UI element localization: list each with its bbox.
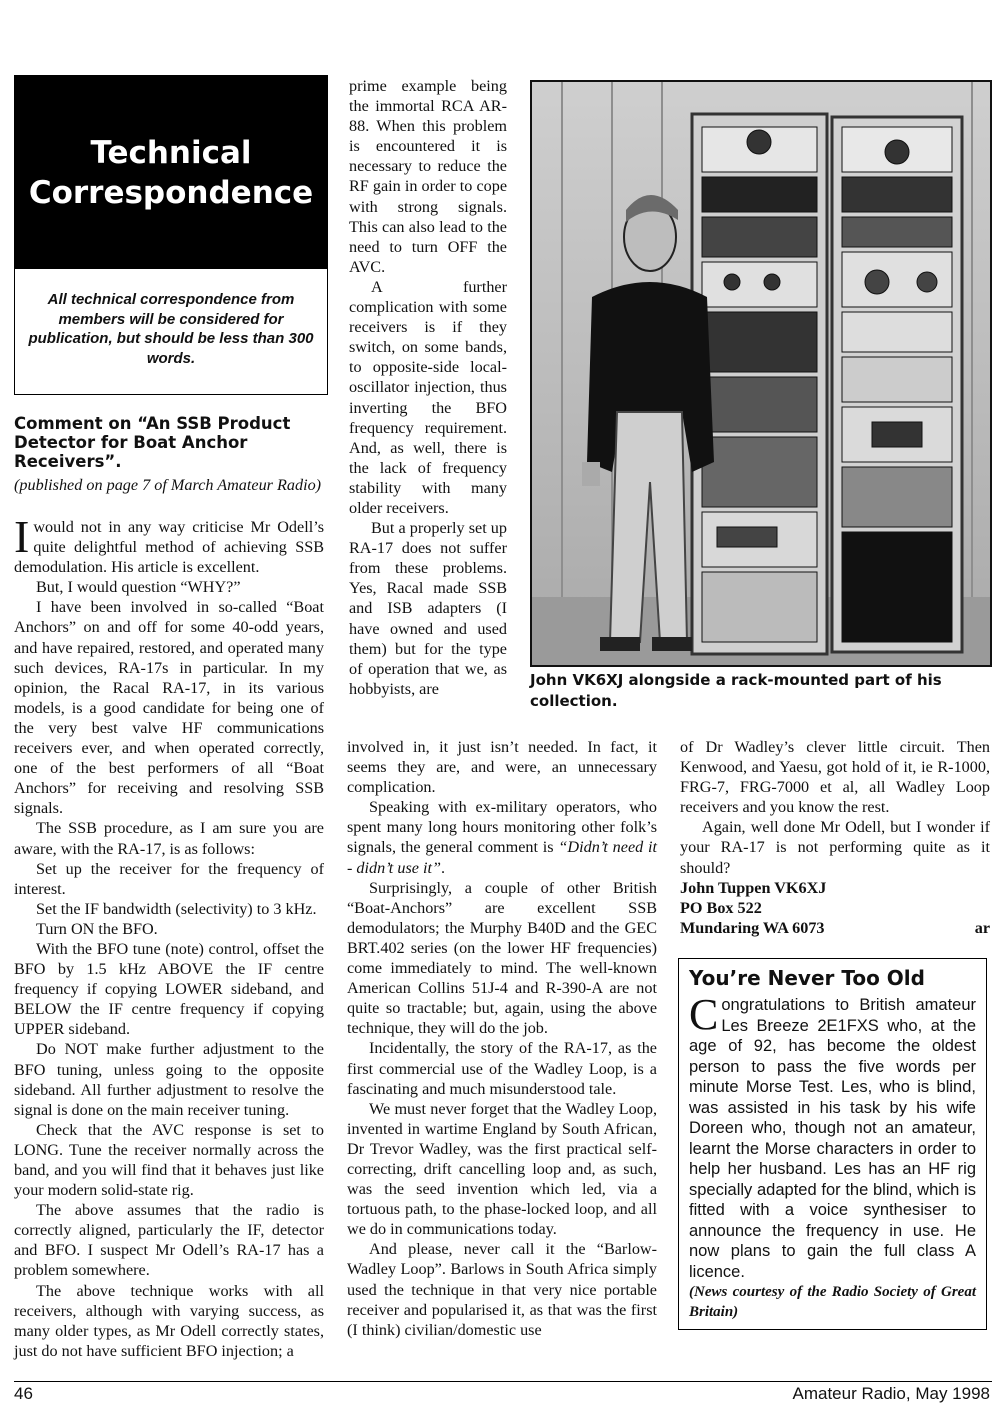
section-title-line2: Correspondence	[28, 174, 314, 211]
paragraph: Turn ON the BFO.	[36, 919, 158, 938]
paragraph: Set up the receiver for the frequency of interest.	[14, 859, 324, 898]
paragraph: Speaking with ex-military operators, who spent many long hours monitoring other folk’s signals, the general comment is “Didn’t need it - didn’t use it”.	[347, 798, 658, 877]
paragraph: Incidentally, the story of the RA-17, as the first commercial use of the Wadley Loop, is a fascinating and much misunderstood tale.	[347, 1039, 657, 1098]
paragraph: The SSB procedure, as I am sure you are aware, with the RA-17, is as follows:	[14, 819, 324, 858]
paragraph: Do NOT make further adjustment to the BFO tuning, unless going to the opposite sideband. All further adjustment to resolve the signal is done on the main receiver tuning.	[14, 1040, 324, 1119]
section-header	[14, 75, 328, 395]
photo-caption: John VK6XJ alongside a rack-mounted part of his collection.	[530, 671, 942, 710]
article-column-2-bottom	[347, 737, 657, 1340]
quote: “Didn’t need it - didn’t use it”	[347, 838, 658, 877]
article-title: Comment on “An SSB Product Detector for Boat Anchor Receivers”.	[14, 414, 291, 471]
news-box-text: Congratulations to British amateur Les Breeze 2E1FXS who, at the age of 92, has become the oldest person to pass the five words per minute Morse Test. Les, who is blind, was assisted in his task by his wife Doreen who, though not an amateur, learnt the Morse characters in order to help her husband. Les has an HF rig specially adapted for the blind, which is fitted with a voice synthesiser to announce the frequency in use. He now plans to gain the full class A licence.	[689, 990, 976, 1281]
paragraph: I have been involved in so-called “Boat Anchors” on and off for some 40-odd years, and have repaired, restored, and operated many such devices, RA-17s in particular. In my opinion, the Racal RA-17, in its various models, is a good candidate for being one of the very best valve HF communications receivers ever, and when operated correctly, one of the best performers of all “Boat Anchors” for receiving and resolving SSB signals.	[14, 598, 324, 818]
news-box	[678, 958, 987, 1330]
section-title-line1: Technical	[90, 134, 252, 171]
paragraph: And please, never call it the “Barlow-Wadley Loop”. Barlows in South Africa simply used the technique in that very nice portable receiver and popularised it, as that was the first (I think) civilian/domestic use	[347, 1240, 657, 1339]
article-column-1	[14, 511, 324, 1361]
end-mark: ar	[974, 919, 990, 937]
article-subtitle: (published on page 7 of March Amateur Radio)	[14, 476, 322, 494]
drop-cap: C	[689, 990, 719, 1039]
paragraph: of Dr Wadley’s clever little circuit. Then Kenwood, and Yaesu, got hold of it, ie R-1000, FRG-7, FRG-7000 et al, all Wadley Loop receivers and you know the rest.	[680, 738, 990, 817]
news-box-title: You’re Never Too Old	[689, 966, 925, 990]
paragraph: A further complication with some receivers is if they switch, on some bands, to opposite-side local-oscillator injection, thus inverting the BFO frequency requirement. And, as well, there is the lack of frequency stability with many older receivers.	[349, 277, 507, 517]
paragraph: prime example being the immortal RCA AR-88. When this problem is encountered it is necessary to reduce the RF gain in order to cope with strong signals. This can also lead to the need to turn OFF the AVC.	[349, 77, 507, 276]
news-box-credit: (News courtesy of the Radio Society of Great Britain)	[689, 1284, 976, 1320]
section-title-block	[15, 76, 327, 269]
paragraph: The above technique works with all receivers, although with varying success, as many older types, as Mr Odell correctly states, just do not have sufficient BFO injection; a	[14, 1281, 324, 1360]
footer-rule	[14, 1381, 992, 1382]
paragraph: The above assumes that the radio is correctly aligned, particularly the IF, detector and BFO. I suspect Mr Odell’s RA-17 has a problem somewhere.	[14, 1201, 324, 1280]
paragraph: Iwould not in any way criticise Mr Odell’s quite delightful method of achieving SSB demodulation. His article is excellent.	[14, 511, 324, 577]
signature-name: John Tuppen VK6XJ	[680, 879, 827, 897]
paragraph: We must never forget that the Wadley Loop, invented in wartime England by South African, Dr Trevor Wadley, was the first practical self-correcting, drift cancelling loop and, as such, was the seed invention which led, via a tortuous path, to the phase-locked loop, and all we do in communications today.	[347, 1099, 657, 1239]
paragraph: But, I would question “WHY?”	[36, 578, 241, 597]
paragraph: Check that the AVC response is set to LONG. Tune the receiver normally across the band, and you will find that it behaves just like your modern solid-state rig.	[14, 1120, 324, 1200]
paragraph: With the BFO tune (note) control, offset the BFO by 1.5 kHz ABOVE the IF centre frequency if copying LOWER sideband, and BELOW the IF centre frequency if copying UPPER sideband.	[14, 939, 324, 1039]
magazine-issue: Amateur Radio, May 1998	[792, 1384, 990, 1403]
signature-address: PO Box 522	[680, 899, 762, 917]
paragraph: Again, well done Mr Odell, but I wonder if your RA-17 is not performing quite as it should?	[680, 818, 990, 877]
article-column-3	[680, 737, 990, 878]
drop-cap: I	[14, 511, 30, 562]
signature-town: Mundaring WA 6073	[680, 919, 825, 937]
photo	[530, 80, 992, 667]
signature	[680, 878, 990, 938]
section-note: All technical correspondence from members will be considered for publication, but should be less than 300 words.	[28, 291, 314, 367]
paragraph: Surprisingly, a couple of other British “Boat-Anchors” are excellent SSB demodulators; the Murphy B40D and the GEC BRT.402 series (on the lower HF frequencies) come immediately to mind. The well-known American Collins 51J-4 and R-390-A are not quite so tractable; but, again, using the above technique, they will do the job.	[347, 878, 657, 1038]
paragraph: Set the IF bandwidth (selectivity) to 3 kHz.	[36, 899, 317, 918]
photo-illustration	[532, 82, 990, 665]
paragraph: involved in, it just isn’t needed. In fact, it seems they are, and were, an unnecessary complication.	[347, 738, 657, 797]
paragraph: But a properly set up RA-17 does not suffer from these problems. Yes, Racal made SSB and ISB adapters (I have owned and used them) but for the type of operation that we, as hobbyists, are	[349, 519, 507, 698]
article-column-2-top	[349, 76, 507, 699]
page-number: 46	[14, 1384, 33, 1403]
